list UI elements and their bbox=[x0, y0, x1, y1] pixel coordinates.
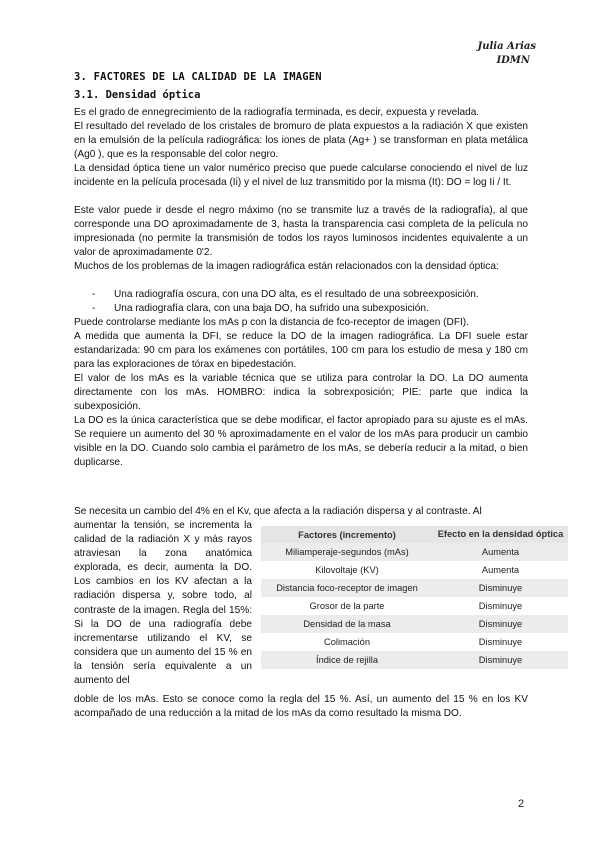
page-number: 2 bbox=[518, 798, 525, 810]
table-row bbox=[261, 633, 568, 651]
header-author: Julia Arias bbox=[477, 41, 536, 52]
paragraph-rango: Este valor puede ir desde el negro máximo (no se transmite luz a través de la radiografía), al que corresponde una DO aproximadamente de 3, hasta la transparencia casi completa de la película no impresionada (no permite la transmisión de todos los rayos luminosos incidentes equivalente a un valor de aproximadamente 0'2. bbox=[74, 205, 528, 258]
table-cell-factor: Grosor de la parte bbox=[261, 597, 433, 615]
table-row bbox=[261, 597, 568, 615]
paragraph-problemas: Muchos de los problemas de la imagen radiográfica están relacionados con la densidad óptica: bbox=[74, 261, 499, 272]
subsection-title: 3.1. Densidad óptica bbox=[74, 89, 201, 101]
table-header-effect: Efecto en la densidad óptica bbox=[433, 526, 568, 543]
density-factors-table bbox=[261, 526, 568, 669]
table-cell-effect: Disminuye bbox=[433, 597, 568, 615]
table-cell-factor: Distancia foco-receptor de imagen bbox=[261, 579, 433, 597]
bullet-dash: - bbox=[92, 303, 96, 314]
table-row bbox=[261, 561, 568, 579]
section-title: 3. FACTORES DE LA CALIDAD DE LA IMAGEN bbox=[74, 71, 322, 83]
paragraph-ajuste: La DO es la única característica que se debe modificar, el factor apropiado para su ajuste es el mAs. Se requiere un aumento del 30 % aproximadamente en el valor de los mAs para producir un cambio visible en la DO. Cuando solo cambia el parámetro de los mAs, se debería reducir a la mitad, o bien duplicarse. bbox=[74, 415, 528, 468]
table-cell-factor: Densidad de la masa bbox=[261, 615, 433, 633]
paragraph-mas: El valor de los mAs es la variable técnica que se utiliza para controlar la DO. La DO aumenta directamente con los mAs. HOMBRO: indica la sobrexposición; PIE: parte que indica la subexposición. bbox=[74, 373, 528, 412]
table-cell-effect: Disminuye bbox=[433, 615, 568, 633]
list-item: - Una radiografía oscura, con una DO alta, es el resultado de una sobreexposición. bbox=[92, 289, 479, 300]
table-cell-factor: Índice de rejilla bbox=[261, 651, 433, 669]
table-header-row bbox=[261, 526, 568, 543]
paragraph-revelado: El resultado del revelado de los cristales de bromuro de plata expuestos a la radiación X que existen en la emulsión de la película radiográfica: los iones de plata (Ag+ ) se transforman en plata metálica (Ag0 ), que es la responsable del color negro. bbox=[74, 121, 528, 160]
table-cell-factor: Colimación bbox=[261, 633, 433, 651]
paragraph-definition: Es el grado de ennegrecimiento de la radiografía terminada, es decir, expuesta y revelada. bbox=[74, 107, 480, 118]
list-item: - Una radiografía clara, con una baja DO, ha sufrido una subexposición. bbox=[92, 303, 429, 314]
table-cell-effect: Disminuye bbox=[433, 651, 568, 669]
table-row bbox=[261, 651, 568, 669]
table-cell-factor: Kilovoltaje (KV) bbox=[261, 561, 433, 579]
bullet-dash: - bbox=[92, 289, 96, 300]
table-cell-effect: Aumenta bbox=[433, 561, 568, 579]
paragraph-kv-intro: Se necesita un cambio del 4% en el Kv, que afecta a la radiación dispersa y al contraste. Al bbox=[74, 506, 482, 517]
table-row bbox=[261, 615, 568, 633]
paragraph-control: Puede controlarse mediante los mAs p con la distancia de fco-receptor de imagen (DFI). bbox=[74, 317, 469, 328]
paragraph-kv-float: aumentar la tensión, se incrementa la calidad de la radiación X y más rayos atraviesan la zona anatómica explorada, es decir, aumenta la DO. Los cambios en los KV afectan a la radiación dispersa y, sobre todo, al contraste de la imagen. Regla del 15%: Si la DO de una radiografía debe incrementarse utilizando el KV, se considera que un aumento del 15 % en la tensión sería equivalente a un aumento del bbox=[74, 520, 252, 687]
table-cell-factor: Miliamperaje-segundos (mAs) bbox=[261, 543, 433, 561]
table-row bbox=[261, 579, 568, 597]
table-header-factor: Factores (incremento) bbox=[261, 526, 433, 543]
header-course: IDMN bbox=[496, 55, 530, 66]
paragraph-valor-numerico: La densidad óptica tiene un valor numérico preciso que puede calcularse conociendo el nivel de luz incidente en la película procesada (Ii) y el nivel de luz transmitido por la misma (It): DO = log Ii / It. bbox=[74, 163, 528, 188]
table-cell-effect: Disminuye bbox=[433, 633, 568, 651]
paragraph-dfi: A medida que aumenta la DFI, se reduce la DO de la imagen radiográfica. La DFI suele estar estandarizada: 90 cm para los exámenes con portátiles, 100 cm para los estudio de mesa y 180 cm para las exploraciones de tórax en bipedestación. bbox=[74, 331, 528, 370]
table-row bbox=[261, 543, 568, 561]
table-cell-effect: Aumenta bbox=[433, 543, 568, 561]
paragraph-kv-outro: doble de los mAs. Esto se conoce como la regla del 15 %. Así, un aumento del 15 % en los KV acompañado de una reducción a la mitad de los mAs da como resultado la misma DO. bbox=[74, 694, 528, 719]
table-cell-effect: Disminuye bbox=[433, 579, 568, 597]
